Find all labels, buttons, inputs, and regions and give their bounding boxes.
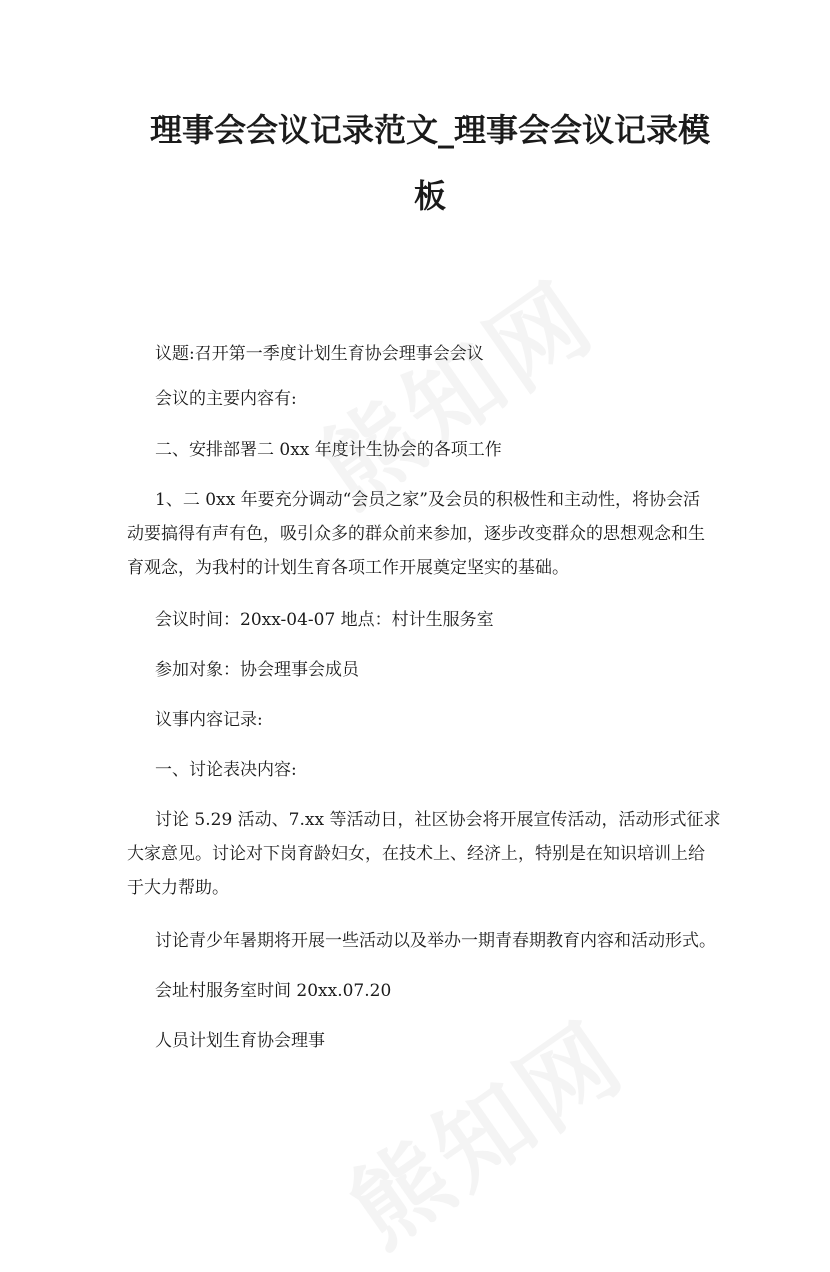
paragraph-line: 讨论 5.29 活动、7.xx 等活动日，社区协会将开展宣传活动，活动形式征求: [155, 810, 721, 830]
paragraph-section-two: [127, 433, 717, 467]
paragraph-discussion-one: [127, 803, 721, 905]
paragraph-line: 讨论青少年暑期将开展一些活动以及举办一期青春期教育内容和活动形式。: [155, 931, 716, 951]
paragraph-line: 1、二 0xx 年要充分调动“会员之家”及会员的积极性和主动性，将协会活: [155, 490, 700, 510]
paragraph-line: 一、讨论表决内容:: [155, 760, 297, 780]
paragraph-line: 动要搞得有声有色，吸引众多的群众前来参加，逐步改变群众的思想观念和生: [127, 524, 705, 544]
paragraph-topic: [127, 337, 717, 371]
paragraph-line: 会议时间：20xx-04-07 地点：村计生服务室: [155, 610, 494, 630]
paragraph-line: 会址村服务室时间 20xx.07.20: [155, 981, 392, 1001]
paragraph-line: 人员计划生育协会理事: [155, 1031, 325, 1051]
paragraph-item-one: [127, 483, 717, 585]
paragraph-agenda-record: [127, 703, 717, 737]
paragraph-line: 大家意见。讨论对下岗育龄妇女，在技术上、经济上，特别是在知识培训上给: [127, 844, 705, 864]
paragraph-discussion-two: [127, 924, 717, 958]
paragraph-line: 二、安排部署二 0xx 年度计生协会的各项工作: [155, 440, 502, 460]
paragraph-line: 议题:召开第一季度计划生育协会理事会会议: [155, 344, 484, 364]
paragraph-personnel: [127, 1024, 717, 1058]
paragraph-line: 议事内容记录:: [155, 710, 263, 730]
paragraph-meeting-time: [127, 603, 717, 637]
paragraph-participants: [127, 653, 717, 687]
paragraph-line: 参加对象：协会理事会成员: [155, 660, 359, 680]
paragraph-venue-time: [127, 974, 717, 1008]
paragraph-line: 于大力帮助。: [127, 878, 229, 898]
paragraph-main-content: [127, 382, 717, 416]
paragraph-line: 会议的主要内容有:: [155, 389, 297, 409]
document-title-line-2: 板: [413, 177, 446, 215]
paragraph-line: 育观念，为我村的计划生育各项工作开展奠定坚实的基础。: [127, 558, 569, 578]
paragraph-discussion-heading: [127, 753, 717, 787]
document-title-line-1: 理事会会议记录范文_理事会会议记录模: [149, 111, 710, 149]
